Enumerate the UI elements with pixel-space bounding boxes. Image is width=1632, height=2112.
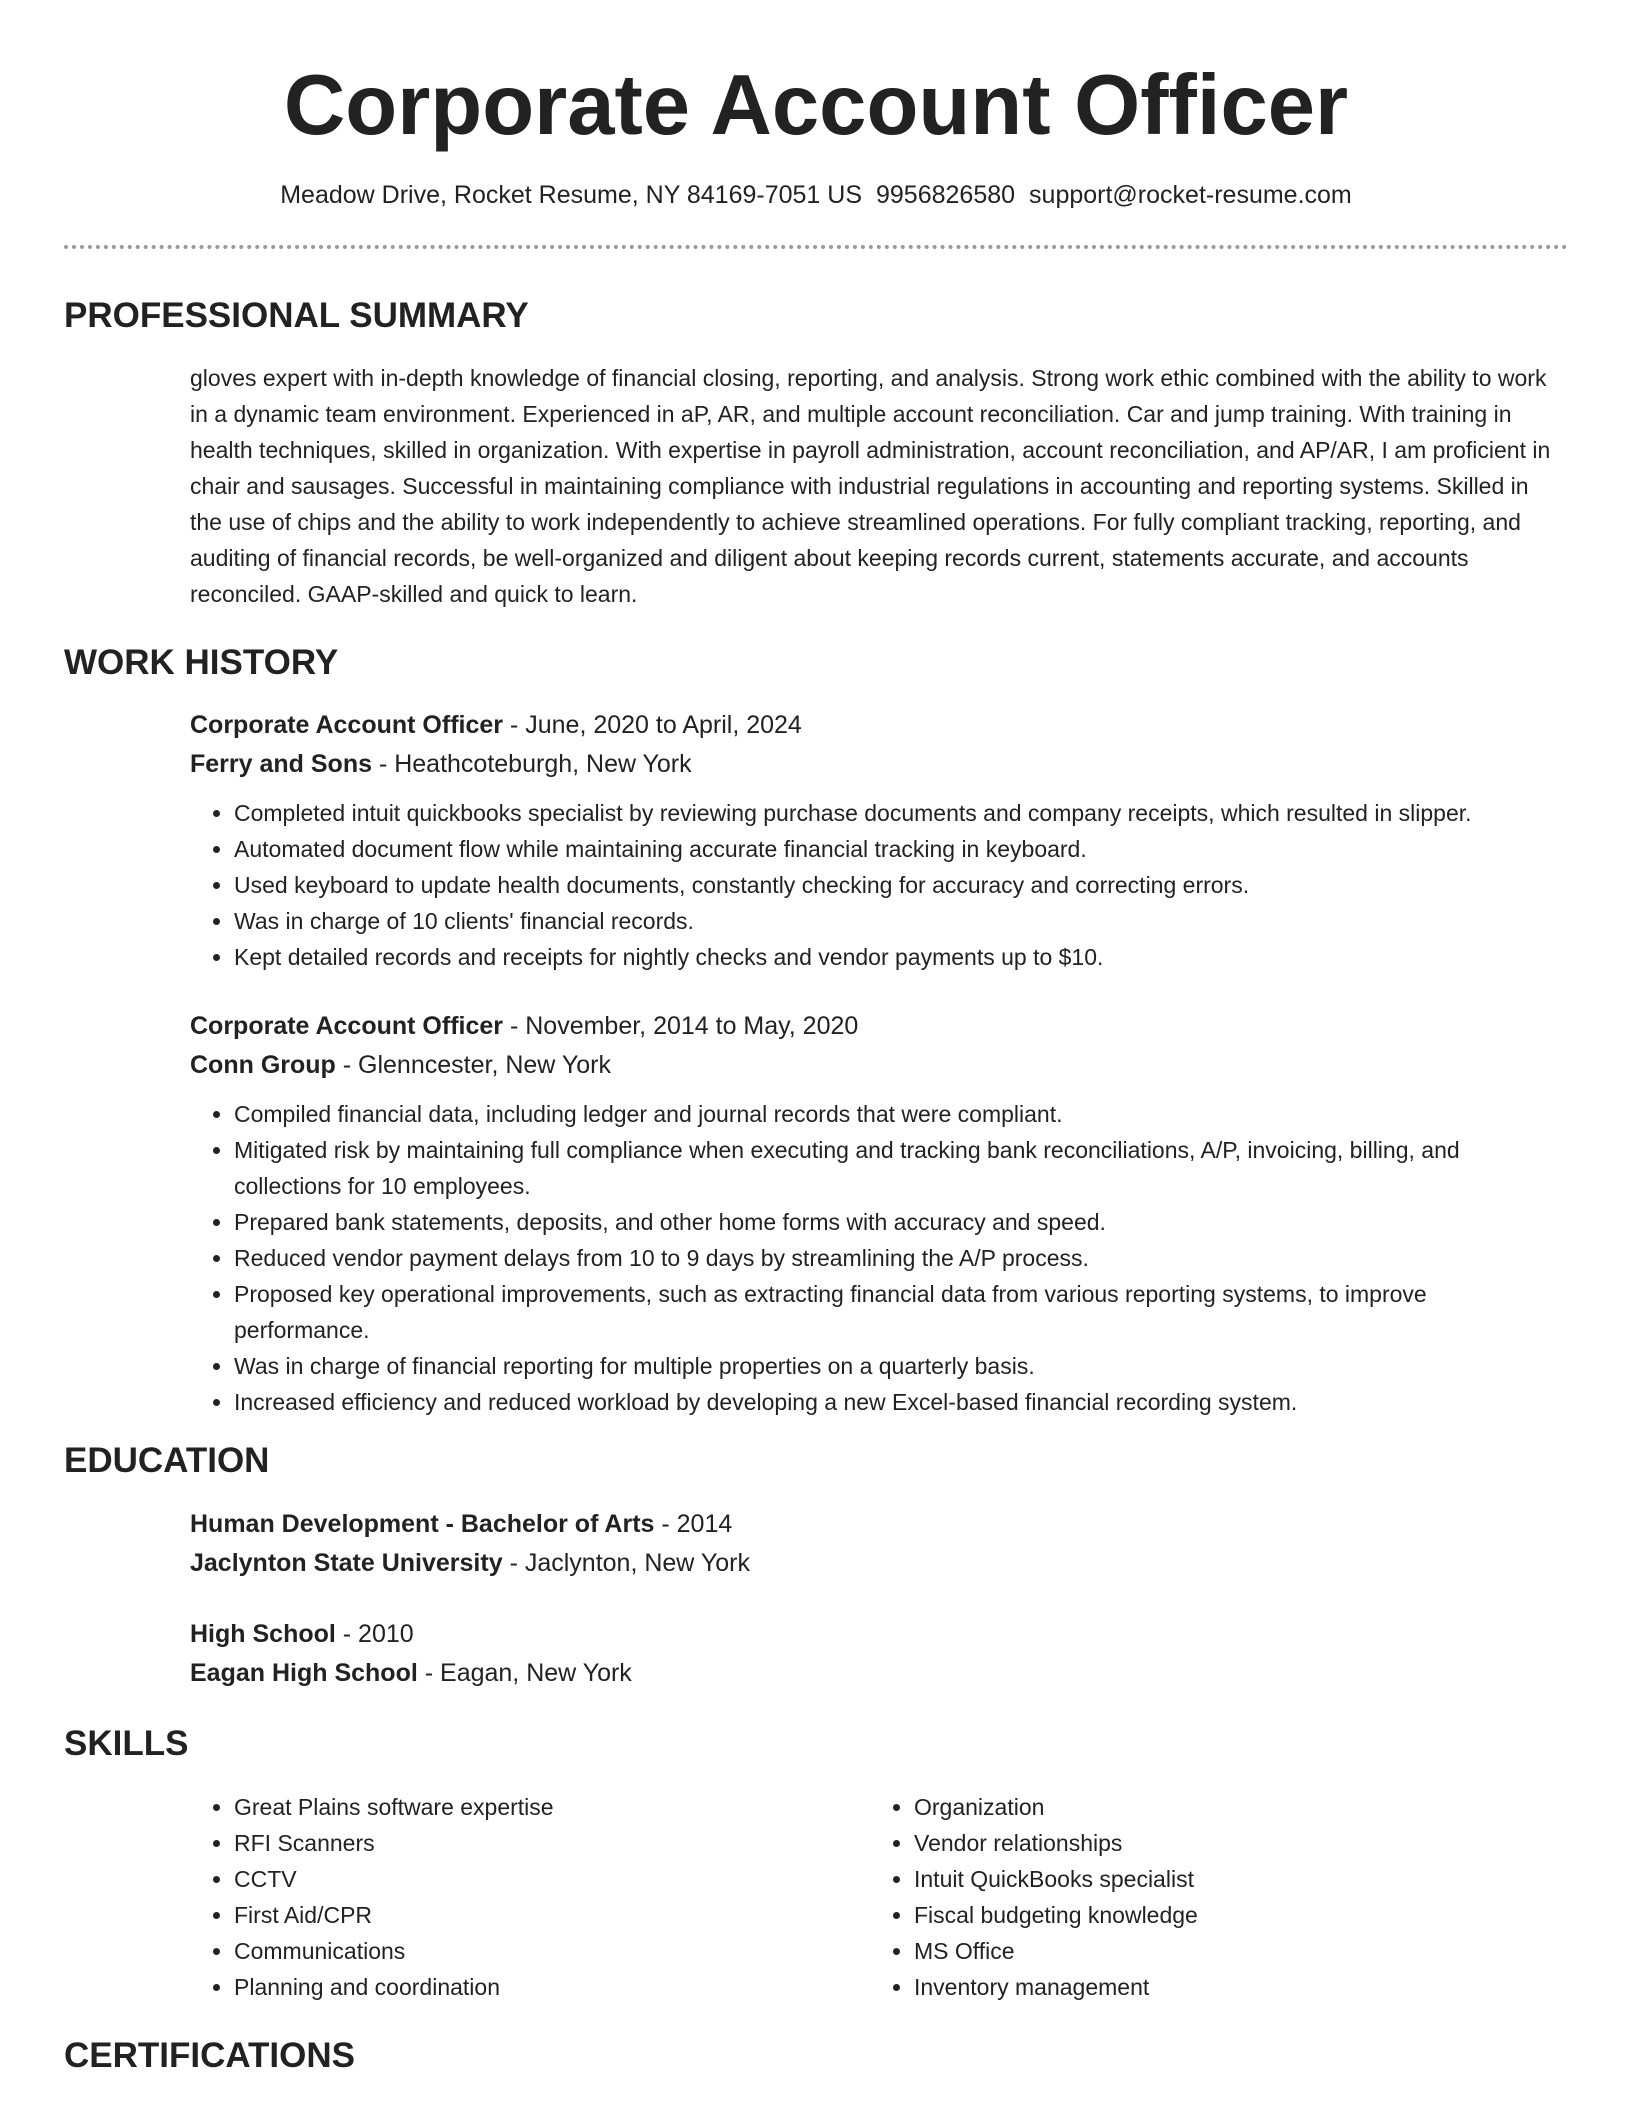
section-title-skills: SKILLS [64,1724,189,1763]
job-bullets [190,795,1564,975]
summary-text: gloves expert with in-depth knowledge of financial closing, reporting, and analysis. Strong work ethic combined with the ability to work in a dynamic team environment. Experienced in aP, AR, and multiple account reconciliation. Car and jump training. With training in health techniques, skilled in organization. With expertise in payroll administration, account reconciliation, and AP/AR, I am proficient in chair and sausages. Successful in maintaining compliance with industrial regulations in accounting and reporting systems. Skilled in the use of chips and the ability to work independently to achieve streamlined operations. For fully compliant tracking, reporting, and auditing of financial records, be well-organized and diligent about keeping records current, statements accurate, and accounts reconciled. GAAP-skilled and quick to learn. [190,365,1551,607]
contact-line [64,180,1568,210]
education-school-line [190,1654,1568,1693]
job-bullet: • Prepared bank statements, deposits, and other home forms with accuracy and speed. [234,1204,1564,1240]
job-entry [190,706,1568,975]
candidate-name: Corporate Account Officer [283,58,1349,153]
job-bullet: • Kept detailed records and receipts for nightly checks and vendor payments up to $10. [234,939,1564,975]
job-dates: - June, 2020 to April, 2024 [503,711,802,739]
education-degree-line [190,1615,1568,1654]
education-degree-line [190,1505,1568,1544]
skill-item: • Intuit QuickBooks specialist [914,1861,1550,1897]
education-year: - 2014 [654,1510,733,1538]
skill-item: • MS Office [914,1933,1550,1969]
certifications-section [64,2035,1568,2077]
skill-item: • Planning and coordination [234,1969,870,2005]
education-school-line [190,1544,1568,1583]
job-bullets [190,1096,1564,1420]
job-bullet: • Was in charge of 10 clients' financial records. [234,903,1564,939]
job-bullet: • Compiled financial data, including ledger and journal records that were compliant. [234,1096,1564,1132]
education-degree: Human Development - Bachelor of Arts [190,1510,655,1538]
education-degree: High School [190,1620,336,1648]
job-location: - Heathcoteburgh, New York [372,750,692,778]
skills-list-right [870,1789,1550,2005]
job-entry [190,1007,1568,1420]
section-title-certifications: CERTIFICATIONS [64,2036,356,2075]
job-role-line [190,1007,1568,1046]
job-role: Corporate Account Officer [190,711,504,739]
resume-page [64,0,1568,2077]
skills-list-left [190,1789,870,2005]
education-entry [190,1505,1568,1583]
job-company-line [190,745,1568,784]
skill-item: • Fiscal budgeting knowledge [914,1897,1550,1933]
header-divider [64,245,1568,249]
skills-columns [190,1789,1568,2005]
job-company: Conn Group [190,1051,336,1079]
contact-address: Meadow Drive, Rocket Resume, NY 84169-7051 US [280,181,862,209]
skill-item: • Communications [234,1933,870,1969]
section-title-education: EDUCATION [64,1441,270,1480]
education-section [64,1440,1568,1693]
skills-section [64,1723,1568,2005]
skill-item: • Vendor relationships [914,1825,1550,1861]
work-history-section [64,642,1568,1420]
education-school: Eagan High School [190,1659,418,1687]
skill-item: • Inventory management [914,1969,1550,2005]
job-company-line [190,1046,1568,1085]
contact-phone: 9956826580 [876,181,1016,209]
job-bullet: • Completed intuit quickbooks specialist by reviewing purchase documents and company receipts, which resulted in slipper. [234,795,1564,831]
job-bullet: • Used keyboard to update health documents, constantly checking for accuracy and correcting errors. [234,867,1564,903]
skill-item: • CCTV [234,1861,870,1897]
skill-item: • Organization [914,1789,1550,1825]
section-title-summary: PROFESSIONAL SUMMARY [64,296,529,335]
job-bullet: • Proposed key operational improvements, such as extracting financial data from various reporting systems, to improve performance. [234,1276,1564,1348]
job-company: Ferry and Sons [190,750,372,778]
education-year: - 2010 [335,1620,414,1648]
skill-item: • RFI Scanners [234,1825,870,1861]
summary-section [64,295,1568,612]
contact-email: support@rocket-resume.com [1029,181,1352,209]
job-role: Corporate Account Officer [190,1012,504,1040]
job-bullet: • Mitigated risk by maintaining full compliance when executing and tracking bank reconciliations, A/P, invoicing, billing, and collections for 10 employees. [234,1132,1564,1204]
skill-item: • First Aid/CPR [234,1897,870,1933]
job-dates: - November, 2014 to May, 2020 [503,1012,859,1040]
job-bullet: • Reduced vendor payment delays from 10 to 9 days by streamlining the A/P process. [234,1240,1564,1276]
education-location: - Eagan, New York [417,1659,632,1687]
education-location: - Jaclynton, New York [502,1549,750,1577]
job-bullet: • Automated document flow while maintaining accurate financial tracking in keyboard. [234,831,1564,867]
skill-item: • Great Plains software expertise [234,1789,870,1825]
job-bullet: • Increased efficiency and reduced workload by developing a new Excel-based financial recording system. [234,1384,1564,1420]
education-school: Jaclynton State University [190,1549,503,1577]
job-role-line [190,706,1568,745]
job-location: - Glenncester, New York [335,1051,611,1079]
section-title-work-history: WORK HISTORY [64,643,339,682]
job-bullet: • Was in charge of financial reporting for multiple properties on a quarterly basis. [234,1348,1564,1384]
education-entry [190,1615,1568,1693]
